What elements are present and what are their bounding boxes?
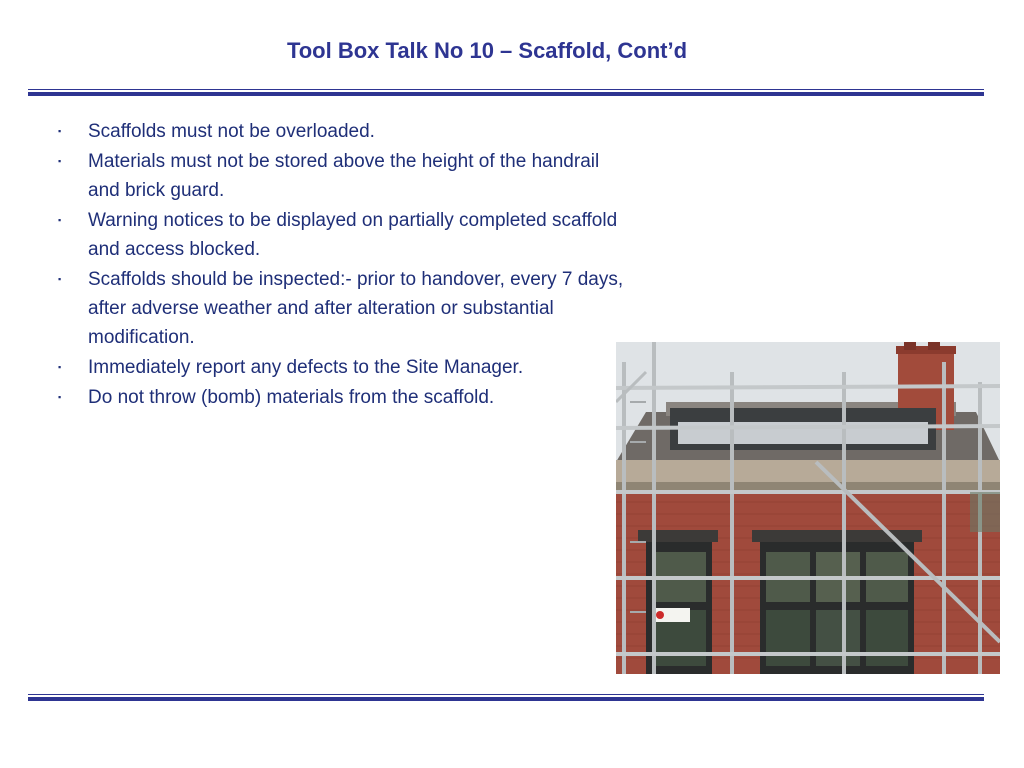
bullet-item [56, 206, 636, 264]
bullet-item [56, 383, 636, 412]
bullet-text: Immediately report any defects to the Site Manager. [88, 357, 524, 378]
bullet-marker: ▪ [58, 392, 62, 402]
bullet-marker: ▪ [58, 215, 62, 225]
bullet-text: Scaffolds must not be overloaded. [88, 121, 375, 142]
slide-title: Tool Box Talk No 10 – Scaffold, Cont’d [286, 38, 688, 63]
bullet-item [56, 117, 636, 146]
bullet-marker: ▪ [58, 156, 62, 166]
bottom-divider [28, 694, 984, 701]
scaffold-photo [616, 342, 1000, 674]
bullet-marker: ▪ [58, 126, 62, 136]
bullet-item [56, 265, 636, 352]
bullet-text: Warning notices to be displayed on partially completed scaffold and access blocked. [88, 210, 618, 260]
bullet-list [56, 117, 636, 413]
bullet-item [56, 147, 636, 205]
bullet-marker: ▪ [58, 274, 62, 284]
bullet-text: Do not throw (bomb) materials from the scaffold. [88, 387, 495, 408]
bullet-item [56, 353, 636, 382]
bullet-text: Materials must not be stored above the height of the handrail and brick guard. [88, 151, 600, 201]
bullet-marker: ▪ [58, 362, 62, 372]
top-divider [28, 89, 984, 96]
bullet-text: Scaffolds should be inspected:- prior to handover, every 7 days, after adverse weather and after alteration or substantial modification. [88, 269, 624, 348]
